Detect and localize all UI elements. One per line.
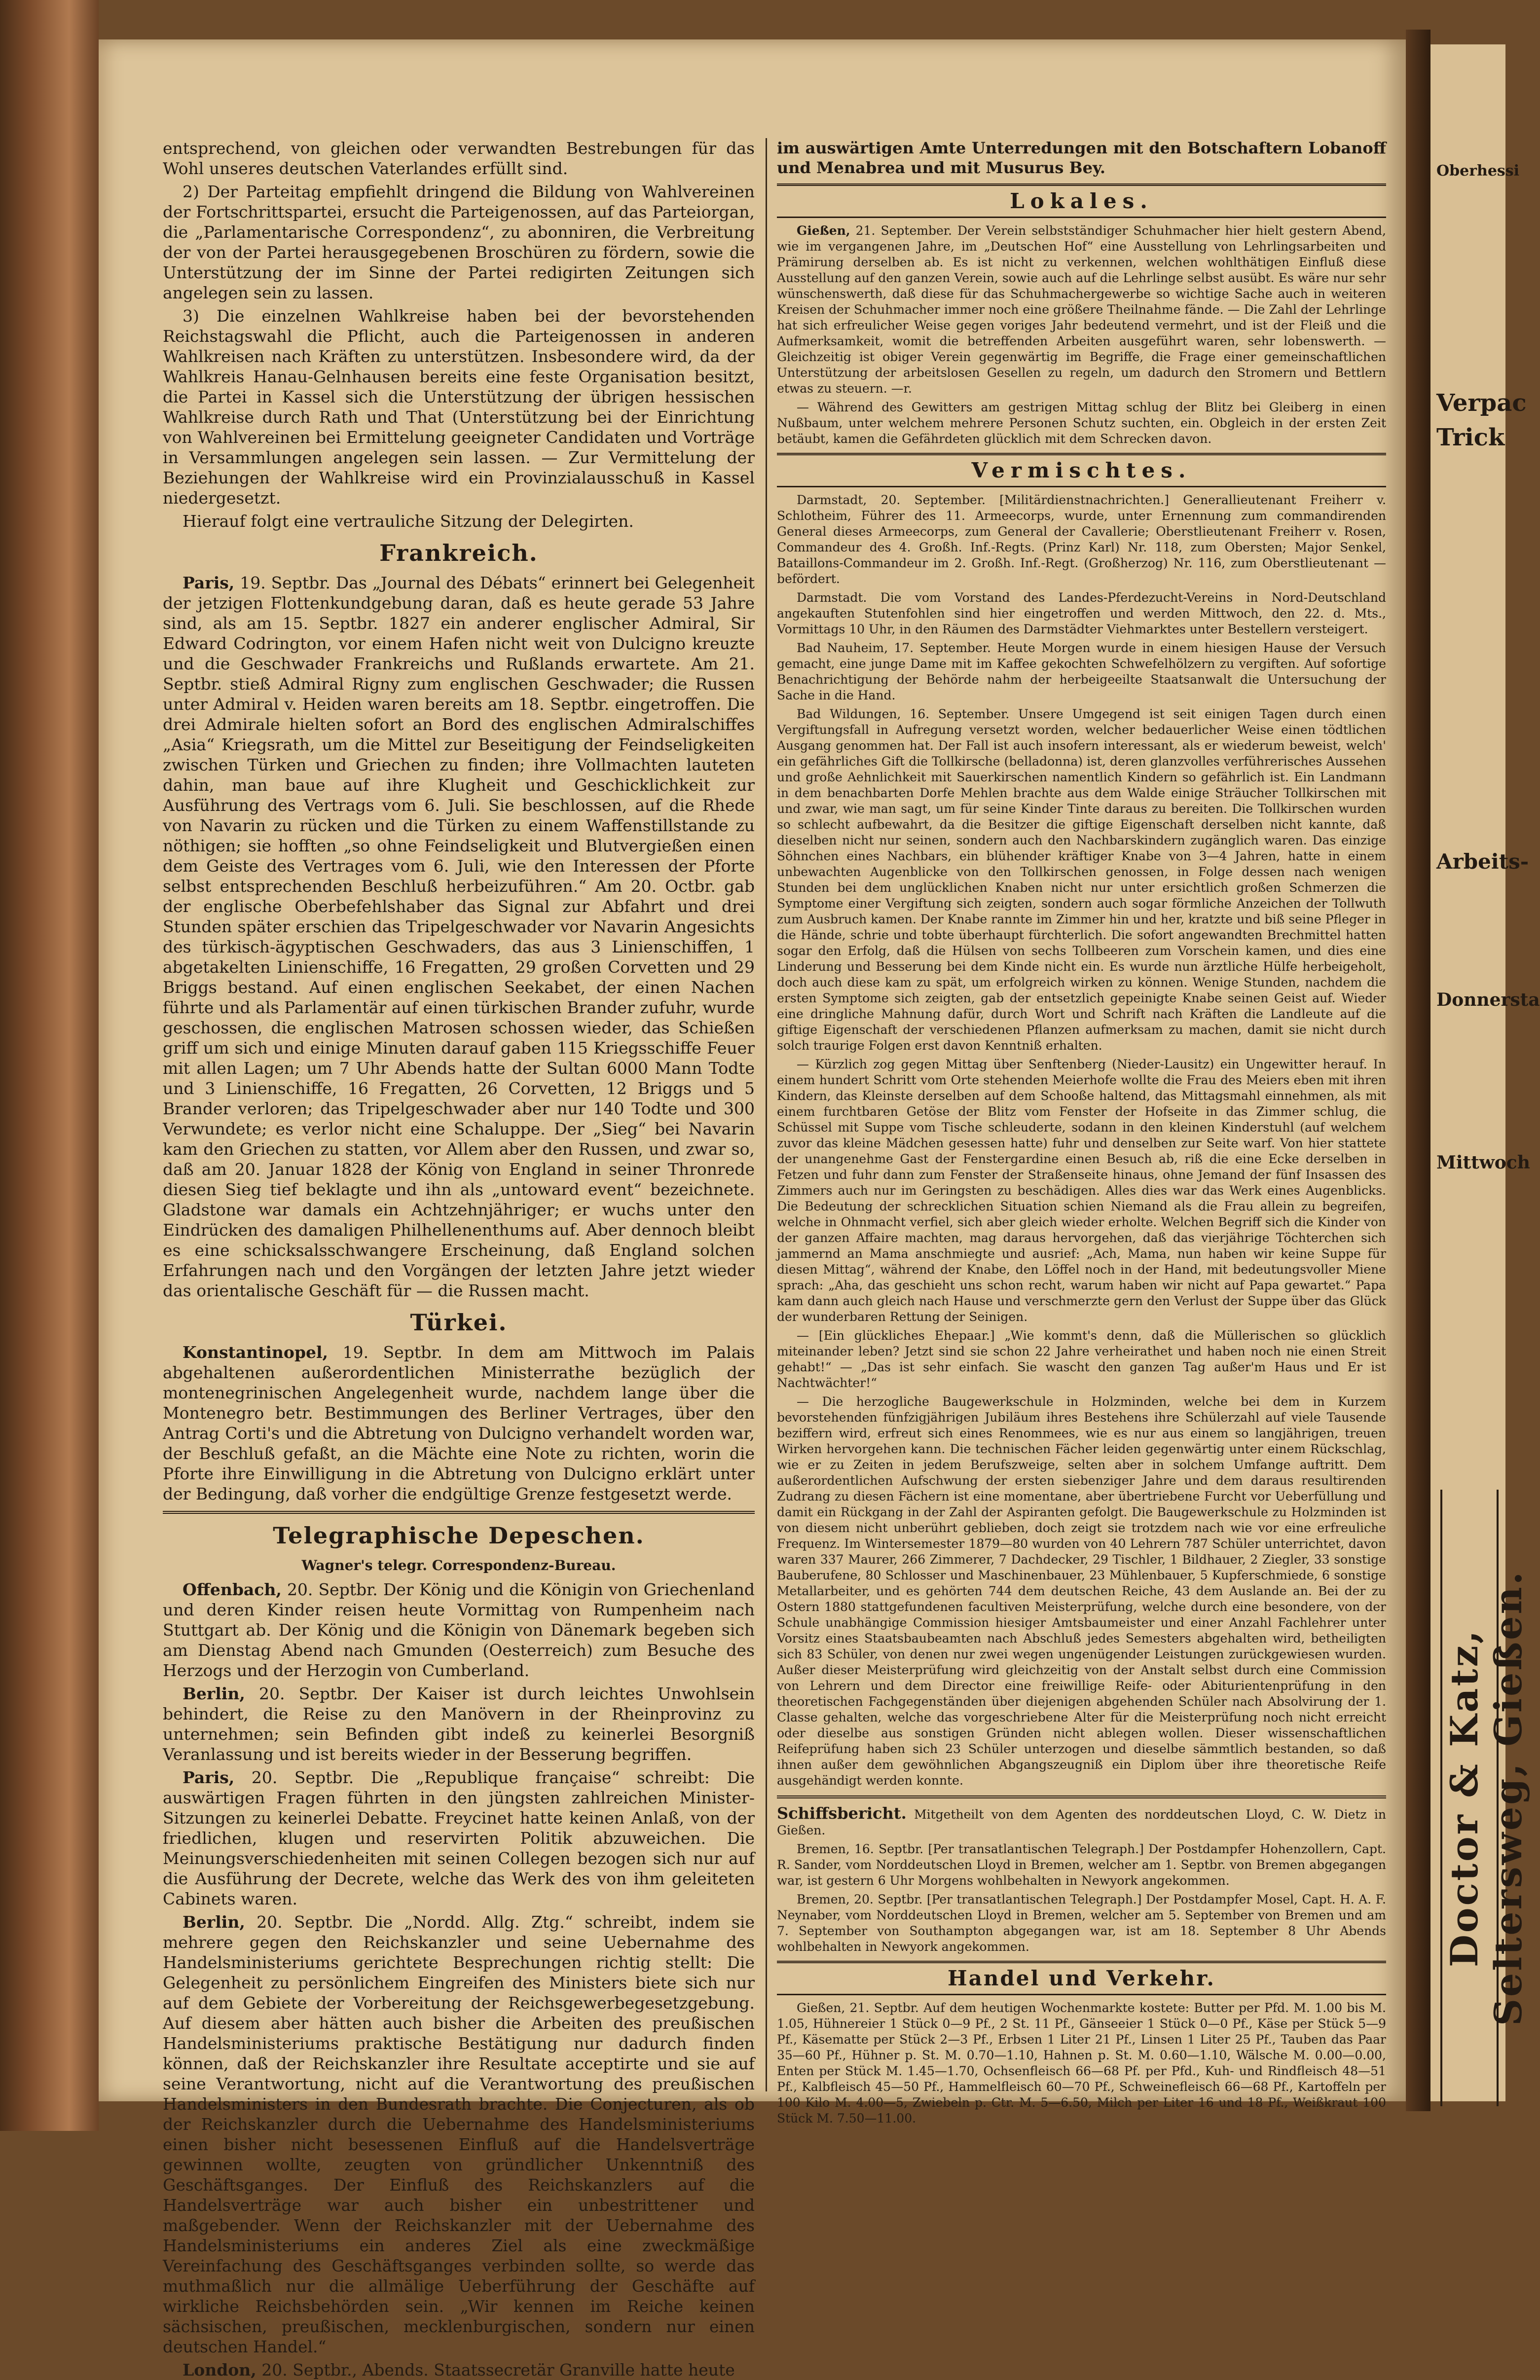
right-column <box>777 138 1386 2125</box>
paris-body: 19. Septbr. Das „Journal des Débats“ erinnert bei Gelegenheit der jetzigen Flottenkundgebung daran, daß es heute gerade 53 Jahre sind, als am 15. Septbr. 1827 ein anderer englischer Admiral, Sir Edward Codrington, vor einem Hafen nicht weit von Dulcigno kreuzte und die Geschwader Frankreichs und Rußlands erwartete. Am 21. Septbr. stieß Admiral Rigny zum englischen Geschwader; die Russen unter Admiral v. Heiden waren bereits am 18. Septbr. eingetroffen. Die drei Admirale hielten sofort an Bord des englischen Admiralschiffes „Asia“ Kriegsrath, um die Mittel zur Beseitigung der Feindseligkeiten zwischen Türken und Griechen zu finden; ihre Vollmachten lauteten dahin, man baue auf ihre Klugheit und Geschicklichkeit zur Ausführung des Vertrags vom 6. Juli. Sie beschlossen, auf die Rhede von Navarin zu rücken und die Türken zu einem Waffenstillstande zu nöthigen; sie hofften „so ohne Feindseligkeit und Blutvergießen einen dem Geiste des Vertrages vom 6. Juli, wie den Interessen der Pforte selbst entsprechenden Beschluß herbeizuführen.“ Am 20. Octbr. gab der englische Oberbefehlshaber das Signal zur Abfahrt und drei Stunden später erschien das Tripelgeschwader vor Navarin Angesichts des türkisch-ägyptischen Geschwaders, das aus 3 Linienschiffen, 1 abgetakelten Linienschiffe, 16 Fregatten, 29 großen Corvetten und 29 Briggs bestand. Auf einen englischen Seekabet, der einen Nachen führte und als Parlamentär auf einen türkischen Brander zufuhr, wurde geschossen, die englischen Matrosen schossen wieder, das Schießen griff um sich und einige Minuten darauf gaben 115 Kriegsschiffe Feuer mit allen Lagen; um 7 Uhr Abends hatte der Sultan 6000 Mann Todte und 3 Linienschiffe, 16 Fregatten, 26 Corvetten, 12 Briggs und 5 Brander verloren; das Tripelgeschwader aber nur 140 Todte und 300 Verwundete; es verlor nicht eine Schaluppe. Der „Sieg“ bei Navarin kam den Griechen zu statten, vor Allem aber den Russen, und zwar so, daß am 20. Januar 1828 der König von England in seiner Thronrede diesen Sieg tief beklagte und ihn als „untoward event“ bezeichnete. Gladstone war damals ein Achtzehnjähriger; er wuchs unter den Eindrücken des damaligen Philhellenenthums auf. Aber dennoch bleibt es eine schicksalsschwangere Erscheinung, daß England solchen Erfahrungen nach und den Vorgängen der letzten Jahre jetzt wieder das orientalische Geschäft für — die Russen macht. <box>163 573 755 1300</box>
konst-dateline: Konstantinopel, <box>183 1343 329 1362</box>
continuation-text: im auswärtigen Amte Unterredungen mit den Botschaftern Lobanoff und Menabrea und mit Musurus Bey. <box>777 139 1386 177</box>
section-rule <box>163 1511 755 1514</box>
berlin-body-2: 20. Septbr. Die „Nordd. Allg. Ztg.“ schreibt, indem sie mehrere gegen den Reichskanzler und seine Uebernahme des Handelsministeriums gerichtete Besprechungen richtig stellt: Die Gelegenheit zu persönlichem Eingreifen des Ministers biete sich nur auf dem Gebiete der Vorbereitung der Reichsgewerbegesetzgebung. Auf diesem aber hätten auch bisher die Arbeiten des preußischen Handelsministeriums praktische Bestätigung nur dadurch finden können, daß der Reichskanzler ihre Resultate acceptirte und sie auf seine Verantwortung, nicht auf die Verantwortung des preußischen Handelsministers in den Bundesrath brachte. Die Conjecturen, als ob der Reichskanzler durch die Uebernahme des Handelsministeriums einen bisher nicht besessenen Einfluß auf die Handelsverträge gewinnen wollte, zeugten von gründlicher Unkenntniß des Geschäftsganges. Der Einfluß des Reichskanzlers auf die Handelsverträge war auch bisher ein unbestrittener und maßgebender. Wenn der Reichskanzler mit der Uebernahme des Handelsministeriums ein anderes Ziel als eine zweckmäßige Vereinfachung des Geschäftsganges verbinden sollte, so werde das muthmaßlich nur die allmälige Ueberführung der Geschäfte auf wirkliche Reichsbehörden sein. „Wir kennen im Reiche keinen sächsischen, preußischen, mecklenburgischen, sondern nur einen deutschen Handel.“ <box>163 1912 755 2356</box>
party-point-3: 3) Die einzelnen Wahlkreise haben bei der bevorstehenden Reichstagswahl die Pflicht, auch die Parteigenossen in anderen Wahlkreisen nach Kräften zu unterstützen. Insbesondere wird, da der Wahlkreis Hanau-Gelnhausen bereits eine feste Organisation besitzt, die Partei in Kassel sich die Unterstützung der übrigen hessischen Wahlkreise durch Rath und That (Unterstützung bei der Einrichtung von Wahlvereinen bei Ermittelung geeigneter Candidaten und Vorträge in Versammlungen angelegen sein lassen. — Zur Vermittelung der Beziehungen der Wahlkreise wird ein Provinzialausschuß in Kassel niedergesetzt. <box>163 306 755 508</box>
frankreich-heading: Frankreich. <box>379 540 538 566</box>
london-article <box>163 2360 755 2380</box>
ad-oberhessi: Oberhessi <box>1436 162 1520 180</box>
london-body: 20. Septbr., Abends. Staatssecretär Granville hatte heute <box>256 2360 735 2380</box>
intro-text: entsprechend, von gleichen oder verwandten Bestrebungen für das Wohl unseres deutschen Vaterlandes erfüllt sind. <box>163 139 755 178</box>
giessen-body: 21. September. Der Verein selbstständiger Schuhmacher hier hielt gestern Abend, wie im vergangenen Jahre, im „Deutschen Hof“ eine Ausstellung von Lehrlingsarbeiten und Prämirung derselben ab. Es ist nicht zu verkennen, welchen wohlthätigen Einfluß diese Ausstellung auf den ganzen Verein, sowie auch auf die Lehrlinge selbst ausübt. Es wäre nur sehr wünschenswerth, daß diese für das Schuhmachergewerbe so wichtige Sache auch in weiteren Kreisen der Schuhmacher immer noch eine größere Theilnahme fände. — Die Zahl der Lehrlinge hat sich erfreulicher Weise gegen voriges Jahr bedeutend vermehrt, und ist der Fleiß und die Aufmerksamkeit, womit die betreffenden Arbeiten ausgeführt waren, sehr lobenswerth. — Gleichzeitig ist obiger Verein gegenwärtig im Begriffe, die Frage einer gemeinschaftlichen Unterstützung der arbeitslosen Gesellen zu regeln, um dadurch den Stromern und Bettlern etwas zu steuern. —r. <box>777 223 1386 396</box>
berlin-article-2 <box>163 1912 755 2357</box>
paris-dateline-2: Paris, <box>183 1768 235 1787</box>
berlin-body-1: 20. Septbr. Der Kaiser ist durch leichtes Unwohlsein behindert, die Reise zu den Manövern in der Rheinprovinz zu unternehmen; sein Befinden gibt indeß zu keinerlei Besorgniß Veranlassung und ist bereits wieder in der Besserung begriffen. <box>163 1684 755 1764</box>
schiff-heading: Schiffsbericht. <box>777 1804 907 1823</box>
paris-body-2: 20. Septbr. Die „Republique française“ schreibt: Die auswärtigen Fragen führten in den jüngsten zahlreichen Minister-Sitzungen zu keinerlei Debatte. Freycinet hatte keinen Anlaß, von der friedlichen, klugen und reservirten Politik abzuweichen. Die Meinungsverschiedenheiten mit seinen Collegen bezogen sich nur auf die Ausführung der Decrete, welche das Werk des von ihm geleiteten Cabinets waren. <box>163 1768 755 1908</box>
market-report: Gießen, 21. Septbr. Auf dem heutigen Wochenmarkte kostete: Butter per Pfd. M. 1.00 bis M. 1.05, Hühnereier 1 Stück 0—9 Pf., 2 St. 11 Pf., Gänseeier 1 Stück 0—0 Pf., Käse per Stück 5—9 Pf., Käsematte per Stück 2—3 Pf., Erbsen 1 Liter 21 Pf., Linsen 1 Liter 25 Pf., Tauben das Paar 35—60 Pf., Hühner p. St. M. 0.70—1.10, Hahnen p. St. M. 0.60—1.10, Wälsche M. 0.00—0.00, Enten per Stück M. 1.45—1.70, Ochsenfleisch 66—68 Pf. per Pfd., Kuh- und Rindfleisch 48—51 Pf., Kalbfleisch 45—50 Pf., Hammelfleisch 60—70 Pf., Schweinefleisch 66—68 Pf., Kartoffeln per 100 Kilo M. 4.00—5, Zwiebeln p. Ctr. M. 5—6.50, Milch per Liter 16 und 18 Pf., Weißkraut 100 Stück M. 7.50—11.00. <box>777 2001 1386 2125</box>
offenbach-body: 20. Septbr. Der König und die Königin von Griechenland und deren Kinder reisen heute Vormittag von Rumpenheim nach Stuttgart ab. Der König und die Königin von Dänemark begeben sich am Dienstag Abend nach Gmunden (Oesterreich) zum Besuche des Herzogs und der Herzogin von Cumberland. <box>163 1580 755 1680</box>
ad-verpac: Verpac <box>1436 389 1527 417</box>
column-divider <box>766 138 767 2091</box>
schiff-intro: Mitgetheilt von dem Agenten des norddeutschen Lloyd, C. W. Dietz in Gießen. <box>777 1807 1386 1837</box>
berlin-article-1 <box>163 1684 755 1764</box>
ehepaar-article: — [Ein glückliches Ehepaar.] „Wie kommt's denn, daß die Müllerischen so glücklich miteinander leben? Jetzt sind sie schon 22 Jahre verheirathet und haben noch nie einen Streit gehabt!“ — „Das ist sehr einfach. Sie wascht den ganzen Tag außer'm Haus und Er ist Nachtwächter!“ <box>777 1328 1386 1390</box>
wildungen-article: Bad Wildungen, 16. September. Unsere Umgegend ist seit einigen Tagen durch einen Vergiftungsfall in Aufregung versetzt worden, welcher bedauerlicher Weise einen tödtlichen Ausgang genommen hat. Der Fall ist auch insofern interessant, als er wiederum beweist, welch' ein gefährliches Gift die Tollkirsche (belladonna) ist, deren glanzvolles verführerisches Aussehen und große Aehnlichkeit mit Sauerkirschen namentlich Kindern so gefährlich ist. Ein Landmann in dem benachbarten Dorfe Mehlen brachte aus dem Walde einige Sträucher Tollkirschen mit und zwar, wie man sagt, um für seine Kinder Tinte daraus zu bereiten. Die Tollkirschen wurden so schlecht aufbewahrt, da die Besitzer die giftige Eigenschaft derselben nicht kannte, daß dieselben nicht nur seinen, sondern auch den Nachbarskindern zugänglich waren. Das einzige Söhnchen eines Nachbars, ein blühender kräftiger Knabe von 3—4 Jahren, hatte in einem unbewachten Augenblicke von den Tollkirschen genossen, in Folge dessen nach wenigen Stunden bei dem unglücklichen Knaben nicht nur unter ersichtlich großen Schmerzen die Symptome einer Vergiftung sich zeigten, sondern auch sogar förmliche Anzeichen der Tollwuth zum Ausbruch kamen. Der Knabe rannte im Zimmer hin und her, kratzte und biß seine Pfleger in die Hände, schrie und tobte überhaupt fürchterlich. Die sofort angewandten Brechmittel hatten sogar den Erfolg, daß die Hülsen von sechs Tollbeeren zum Vorschein kamen, und dies eine Linderung und Besserung bei dem Kinde nicht ein. Es wurde nun ärztliche Hülfe herbeigeholt, doch auch diese kam zu spät, um erfolgreich wirken zu können. Wenige Stunden, nachdem die ersten Symptome sich zeigten, gab der entsetzlich gepeinigte Knabe seinen Geist auf. Wieder eine dringliche Mahnung dafür, durch Wort und Schrift nach Kräften die Landleute auf die giftige Eigenschaft der verschiedenen Pflanzen aufmerksam zu machen, damit sie nicht durch solch traurige Folgen erst davon Kenntniß erhalten. <box>777 707 1386 1053</box>
konstantinopel-article <box>163 1342 755 1504</box>
darmstadt-article-1: Darmstadt, 20. September. [Militärdienstnachrichten.] Generallieutenant Freiherr v. Schlotheim, Führer des 11. Armeecorps, wurde, unter Ernennung zum commandirenden General dieses Armeecorps, zum General der Cavallerie; Oberstlieutenant Freiherr v. Rosen, Commandeur des 4. Großh. Inf.-Regts. (Prinz Karl) Nr. 118, zum Obersten; Major Senkel, Bataillons-Commandeur im 2. Großh. Inf.-Regt. (Großherzog) Nr. 116, zum Oberstlieutenant — befördert. <box>777 493 1386 586</box>
schiff-rule <box>777 1795 1386 1798</box>
telegraph-subheading: Wagner's telegr. Correspondenz-Bureau. <box>301 1557 616 1574</box>
paris-article <box>163 573 755 1301</box>
darmstadt-article-2: Darmstadt. Die vom Vorstand des Landes-Pferdezucht-Vereins in Nord-Deutschland angekauften Stutenfohlen sind hier eingetroffen und werden Mittwoch, den 22. d. Mts., Vormittags 10 Uhr, in den Räumen des Darmstädter Viehmarktes unter Bestellern versteigert. <box>777 590 1386 636</box>
paris-dateline: Paris, <box>183 573 235 592</box>
adjacent-page <box>1430 44 1540 2101</box>
ad-arbeits: Arbeits- <box>1436 849 1529 874</box>
berlin-dateline-1: Berlin, <box>183 1684 245 1703</box>
giessen-article <box>777 223 1386 397</box>
ad-trick: Trick <box>1436 424 1505 451</box>
nauheim-article: Bad Nauheim, 17. September. Heute Morgen wurde in einem hiesigen Hause der Versuch gemacht, eine junge Dame mit im Kaffee gekochten Schwefelhölzern zu vergiften. Auf sofortige Benachrichtigung der Behörde nahm der herbeigeeilte Staatsanwalt die Untersuchung der Sache in die Hand. <box>777 641 1386 702</box>
london-dateline: London, <box>183 2360 257 2380</box>
lokales-heading: Lokales. <box>777 183 1386 218</box>
bremen-report-2: Bremen, 20. Septbr. [Per transatlantischen Telegraph.] Der Postdampfer Mosel, Capt. H. A. F. Neynaber, vom Norddeutschen Lloyd in Bremen, welcher am 5. September von Bremen und am 7. September von Southampton abgegangen war, ist am 18. September 8 Uhr Abends wohlbehalten in Newyork angekommen. <box>777 1892 1386 1954</box>
page-gutter <box>1406 30 1430 2111</box>
paris-article-2 <box>163 1767 755 1909</box>
closing-text: Hierauf folgt eine vertrauliche Sitzung der Delegirten. <box>183 512 634 531</box>
ad-donnersta: Donnersta <box>1436 989 1540 1010</box>
party-point-2: 2) Der Parteitag empfiehlt dringend die Bildung von Wahlvereinen der Fortschrittspartei, ersucht die Parteigenossen, auf das Parteiorgan, die „Parlamentarische Correspondenz“, zu abonniren, die Verbreitung der von der Partei herausgegebenen Broschüren zu fördern, sowie die Unterstützung der im Sinne der Partei redigirten Zeitungen sich angelegen sein zu lassen. <box>163 182 755 302</box>
handel-heading: Handel und Verkehr. <box>777 1961 1386 1995</box>
telegraph-heading: Telegraphische Depeschen. <box>273 1522 645 1549</box>
schiff-header <box>777 1805 1386 1838</box>
tuerkei-heading: Türkei. <box>410 1309 508 1336</box>
bremen-report-1: Bremen, 16. Septbr. [Per transatlantischen Telegraph.] Der Postdampfer Hohenzollern, Capt. R. Sander, vom Norddeutschen Lloyd in Bremen, welcher am 1. Septbr. von Bremen abgegangen war, ist gestern 6 Uhr Morgens wohlbehalten in Newyork angekommen. <box>777 1842 1386 1888</box>
senftenberg-article: — Kürzlich zog gegen Mittag über Senftenberg (Nieder-Lausitz) ein Ungewitter herauf. In einem hundert Schritt vom Orte stehenden Meierhofe wollte die Frau des Meiers eben mit ihren Kindern, das Kleinste derselben auf dem Schooße haltend, das Mittagsmahl einnehmen, als mit einem furchtbaren Getöse der Blitz vom Fenster der Hofseite in das Zimmer schlug, die Schüssel mit Suppe vom Tische schleuderte, sodann in den kleinen Kinderstuhl (auf welchem zuvor das kleine Mädchen gesessen hatte) fuhr und denselben zur Seite warf. Von hier stattete der unangenehme Gast der Fenstergardine einen Besuch ab, riß die eine Ecke derselben in Fetzen und fuhr dann zum Fenster der Straßenseite hinaus, ohne Jemand der fünf Insassen des Zimmers auch nur im Geringsten zu beschädigen. Alles dies war das Werk eines Augenblicks. Die Bedeutung der schrecklichen Situation schien Niemand als die Frau allein zu begreifen, welche in Ohnmacht verfiel, sich aber gleich wieder erholte. Welchen Begriff sich die Kinder von der ganzen Affaire machten, mag daraus hervorgehen, daß das vierjährige Töchterchen sich jammernd an Mama anschmiegte und ausrief: „Ach, Mama, nun haben wir keine Suppe für diesen Mittag“, während der Knabe, den Löffel noch in der Hand, mit bedeutungsvoller Miene sprach: „Aha, das geschieht uns schon recht, warum haben wir nicht auf Papa gewartet.“ Papa kam dann auch gleich nach Hause und verschmerzte gern den Verlust der Suppe über das Glück der wunderbaren Rettung der Seinigen. <box>777 1057 1386 1324</box>
giessen-dateline: Gießen, <box>797 223 850 238</box>
book-binding <box>0 0 99 2131</box>
berlin-dateline-2: Berlin, <box>183 1912 245 1932</box>
vermischtes-heading: Vermischtes. <box>777 453 1386 487</box>
konst-body: 19. Septbr. In dem am Mittwoch im Palais abgehaltenen außerordentlichen Ministerrathe bezüglich der montenegrinischen Angelegenheit wurde, nachdem lange über die Montenegro betr. Bestimmungen des Berliner Vertrages, über den Antrag Corti's und die Abtretung von Dulcigno verhandelt worden war, der Beschluß gefaßt, an die Mächte eine Note zu richten, worin die Pforte ihre Einwilligung in die Abtretung von Dulcigno erklärt unter der Bedingung, daß vorher die endgültige Grenze festgesetzt werde. <box>163 1343 755 1503</box>
ad-mittwoch: Mittwoch <box>1436 1152 1530 1173</box>
giessen-article-2: — Während des Gewitters am gestrigen Mittag schlug der Blitz bei Gleiberg in einen Nußbaum, unter welchem mehrere Personen Schutz suchten, ein. Obgleich in der ersten Zeit betäubt, kamen die Gefährdeten glücklich mit dem Schrecken davon. <box>777 400 1386 446</box>
holzminden-article: — Die herzogliche Baugewerkschule in Holzminden, welche bei dem in Kurzem bevorstehenden fünfzigjährigen Jubiläum ihres Bestehens ihre Schülerzahl auf viele Tausende beziffern wird, erfreut sich eines Renommees, wie es nur aus einem so langjährigen, treuen Wirken hervorgehen kann. Die technischen Fächer leiden gegenwärtig unter einem Rückschlag, wie er zu Zeiten in jedem Berufszweige, selten aber in solchem Umfange auftritt. Dem außerordentlichen Aufschwung der ersten siebenziger Jahre und dem daraus resultirenden Zudrang zu diesen Fächern ist eine momentane, aber übertriebene Furcht vor Ueberfüllung und damit ein Rückgang in der Zahl der Aspiranten gefolgt. Die Baugewerkschule zu Holzminden ist von diesem nicht unberührt geblieben, doch zeigt sie trotzdem nach wie vor eine erfreuliche Frequenz. Im Wintersemester 1879—80 wurden von 40 Lehrern 787 Schüler unterrichtet, davon waren 337 Maurer, 266 Zimmerer, 7 Dachdecker, 29 Tischler, 1 Bildhauer, 2 Ziegler, 33 sonstige Bauberufene, 80 Schlosser und Maschinenbauer, 23 Mühlenbauer, 5 Kupferschmiede, 6 sonstige Metallarbeiter, und es gehörten 744 dem deutschen Reiche, 43 dem Auslande an. Bei der zu Ostern 1880 stattgefundenen facultiven Meisterprüfung, welche durch eine besondere, von der Schule unabhängige Commission hiesiger Amtsbaumeister und einer Anzahl Fachlehrer unter Vorsitz eines Staatsbaubeamten nach Abschluß jedes Semesters abgehalten wird, betheiligten sich 83 Schüler, von denen nur zwei wegen ungenügender Leistungen zurückgewiesen wurden. Außer dieser Meisterprüfung wird gleichzeitig von der Anstalt selbst durch eine Commission von Lehrern und dem Director eine freiwillige Reife- oder Abiturientenprüfung in den theoretischen Fachgegenständen über diejenigen abgehenden Schüler nach Absolvirung der 1. Classe gehalten, welche das vorgeschriebene Alter für die Meisterprüfung noch nicht erreicht oder dieselbe aus sonstigen Gründen nicht ablegen wollen. Dieser wissenschaftlichen Reifeprüfung haben sich 23 Schüler unterzogen und dieselbe sämmtlich bestanden, so daß ihnen außer dem gewöhnlichen Abgangszeugniß ein Diplom über ihre theoretische Reife ausgehändigt werden konnte. <box>777 1394 1386 1788</box>
left-column <box>163 138 755 2380</box>
offenbach-article <box>163 1579 755 1681</box>
offenbach-dateline: Offenbach, <box>183 1580 282 1599</box>
vertical-advertisement: Doctor & Katz, Seltersweg, Gießen. <box>1440 1490 1499 2106</box>
